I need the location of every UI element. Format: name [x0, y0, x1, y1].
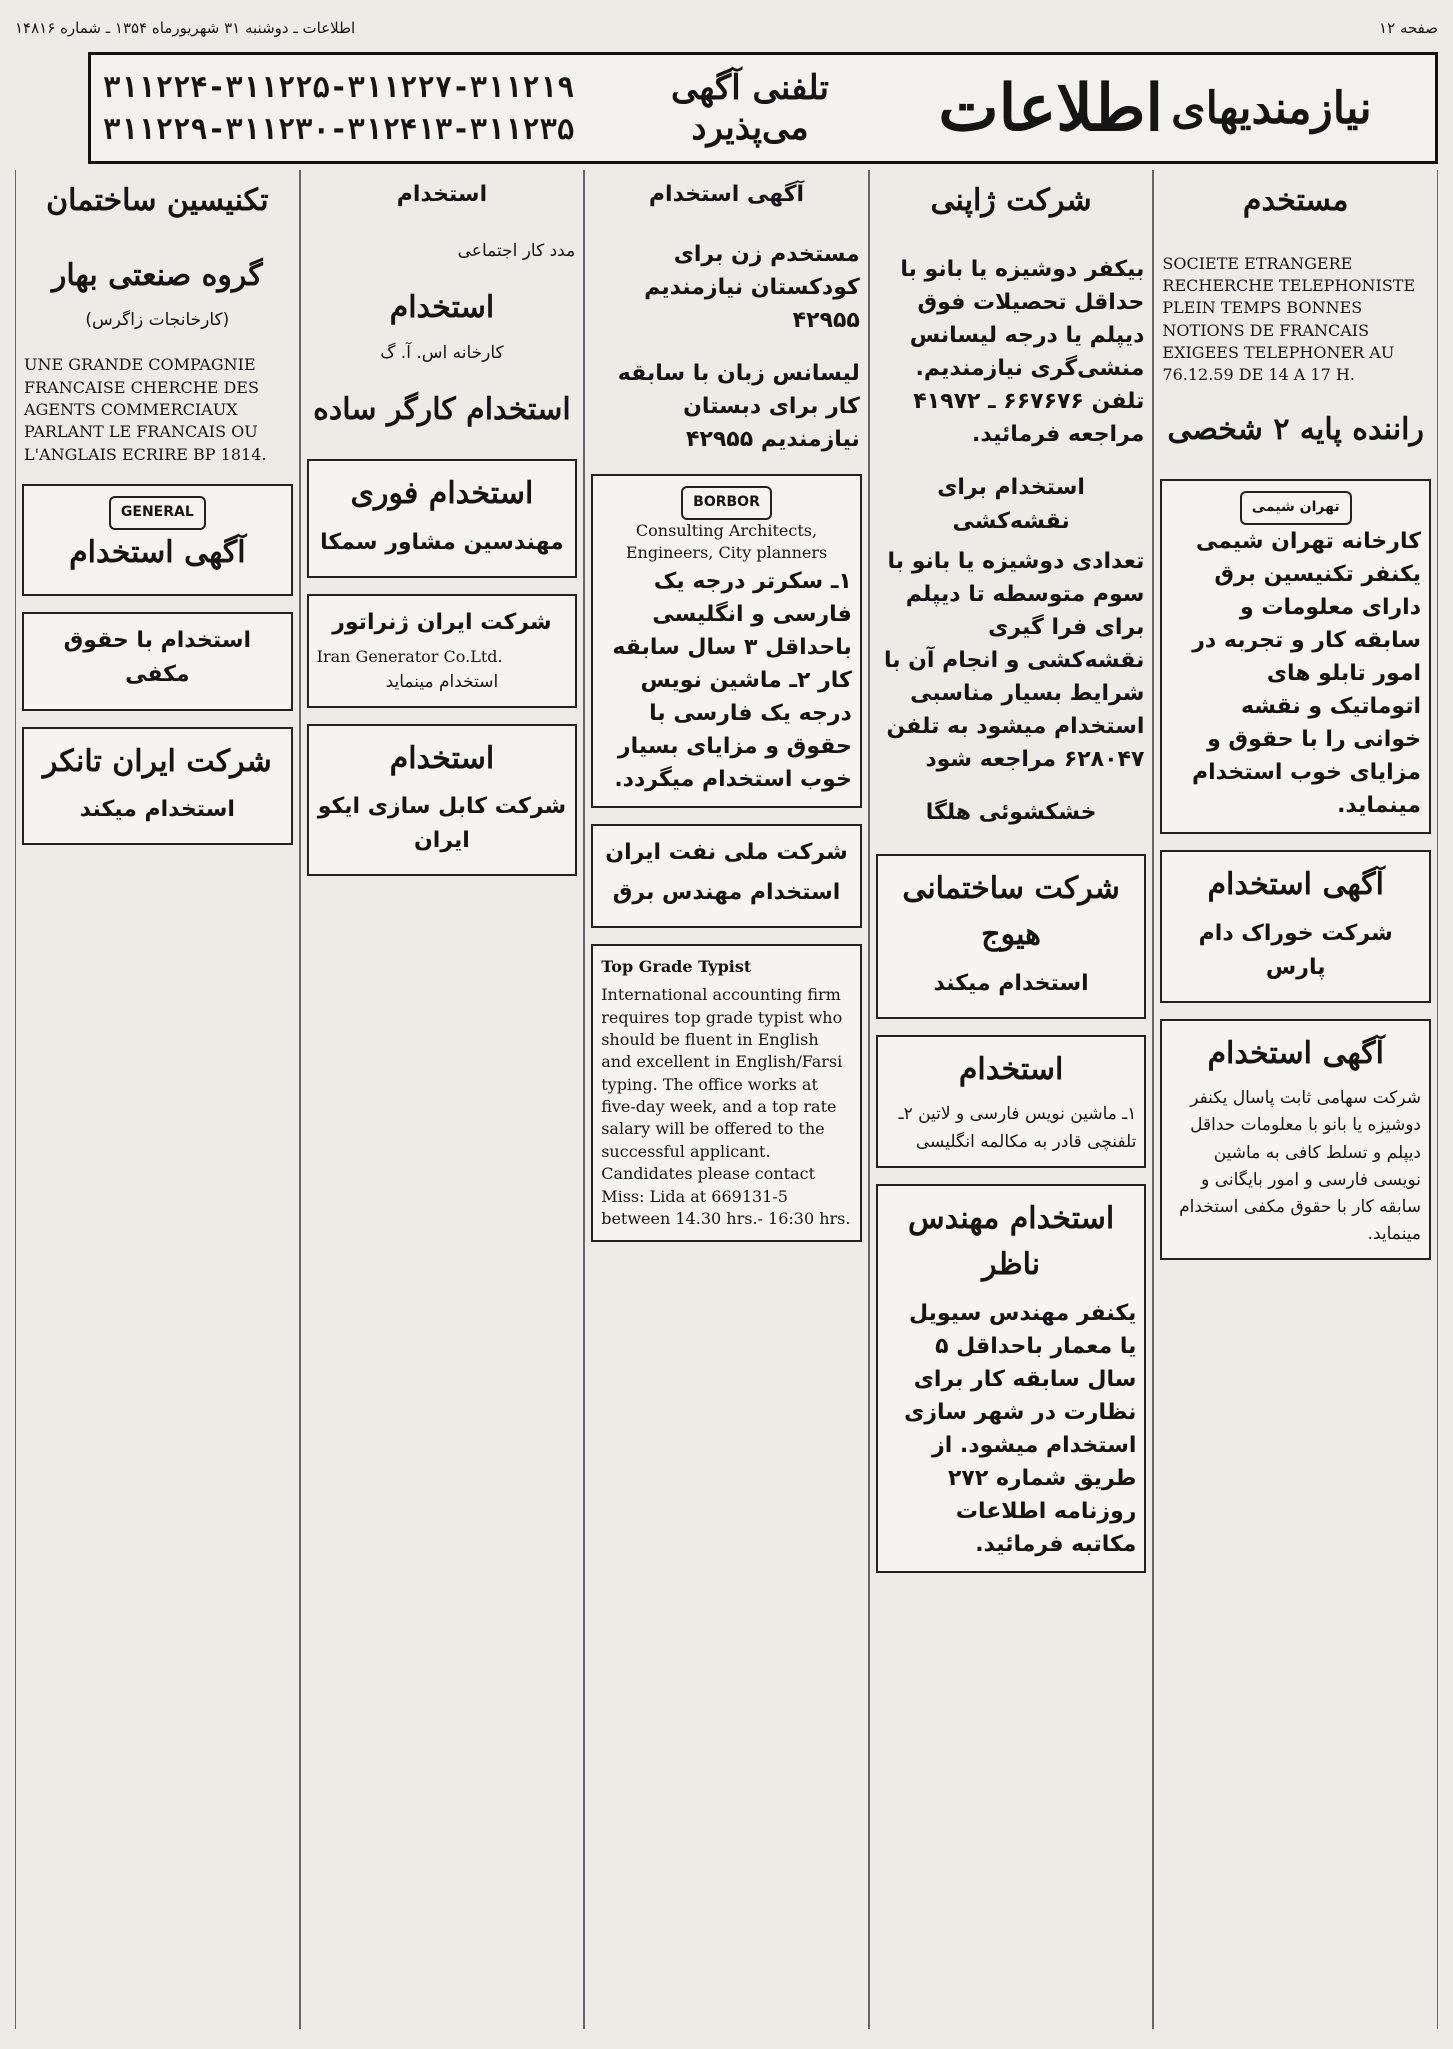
- ad-needed: [1160, 176, 1431, 235]
- ad-community-text: مدد کار اجتماعی: [457, 241, 576, 262]
- ad-iran-generator-latin: Iran Generator Co.Ltd.: [316, 647, 503, 667]
- ad-iran-tanker: [22, 727, 293, 846]
- ad-ministry: [22, 612, 293, 710]
- ad-columns: [15, 170, 1438, 2029]
- column-3: [584, 170, 869, 2029]
- ad-license-text: لیسانس زبان با سابقه کار برای دبستان نیازمندیم ۴۲۹۵۵: [617, 361, 860, 453]
- ad-cleaning: [876, 794, 1147, 838]
- ad-urgent-subtitle: مهندسین مشاور سمکا: [320, 529, 564, 555]
- ad-japanese: [876, 176, 1147, 235]
- ad-engineer-supervisor-title: استخدام مهندس ناظر: [907, 1200, 1115, 1283]
- ad-tech: [22, 176, 293, 235]
- ad-tehran-chemical-text: کارخانه تهران شیمی یکنفر تکنیسین برق دارای معلومات و سابقه کار و تجربه در امور تابلو های اتوماتیک و نقشه خوانی را با حقوق و مزایای خوب استخدام مینماید.: [1192, 529, 1421, 819]
- ad-iran-generator-title: شرکت ایران ژنراتور: [332, 610, 552, 636]
- ad-employment-1-title: آگهی استخدام: [648, 182, 805, 207]
- ad-urgent: [307, 459, 578, 578]
- masthead-phones: [91, 70, 625, 146]
- ad-french-2-text: UNE GRANDE COMPAGNIE FRANCAISE CHERCHE DES AGENTS COMMERCIAUX PARLANT LE FRANCAIS OU L'ANGLAIS ECRIRE BP 1814.: [24, 355, 267, 464]
- ad-cable-title: استخدام: [389, 740, 495, 776]
- masthead: [88, 52, 1438, 164]
- masthead-subtitle: تلفنی آگهی می‌پذیرد: [671, 68, 829, 148]
- ad-engineer-supervisor: [876, 1184, 1147, 1573]
- ad-oil-subtitle: استخدام مهندس برق: [612, 879, 841, 905]
- ad-typist-en-title: Top Grade Typist: [601, 956, 752, 976]
- ad-borbor-latin: Consulting Architects, Engineers, City planners: [625, 520, 828, 563]
- ad-iran-generator: [307, 594, 578, 708]
- ad-oil: [591, 824, 862, 928]
- ad-cable: [307, 724, 578, 877]
- ad-tehran-chemical: [1160, 479, 1431, 834]
- ad-hijouj: [876, 854, 1147, 1019]
- masthead-title-prefix: نیازمندیهای: [1171, 82, 1372, 134]
- ad-employment-1: [591, 176, 862, 220]
- ad-pars-factory: [1160, 850, 1431, 1003]
- issue-line: اطلاعات ـ دوشنبه ۳۱ شهریورماه ۱۳۵۴ ـ شماره ۱۴۸۱۶: [15, 19, 356, 37]
- masthead-title-main: اطلاعات: [938, 70, 1164, 146]
- ad-girl: [876, 251, 1147, 453]
- ad-oil-title: شرکت ملی نفت ایران: [605, 839, 848, 865]
- masthead-phones-row-1: ۳۱۱۲۲۴-۳۱۱۲۲۵-۳۱۱۲۲۷-۳۱۱۲۱۹: [103, 70, 575, 104]
- masthead-title: [875, 71, 1435, 146]
- ad-pars-factory-title: آگهی استخدام: [1207, 867, 1384, 903]
- ad-iran-sabet: [1160, 1019, 1431, 1261]
- ad-typist-en: [591, 944, 862, 1243]
- ad-urgent-title: استخدام فوری: [350, 476, 534, 512]
- column-1: [1153, 170, 1438, 2029]
- borbor-logo: BORBOR: [681, 486, 772, 520]
- ad-iran-sabet-text: شرکت سهامی ثابت پاسال یکنفر دوشیزه یا بانو با معلومات حداقل دیپلم و تسلط کافی به ماشین نویسی فارسی و امور بایگانی و سابقه کار با حقوق مکفی استخدام مینماید.: [1179, 1088, 1421, 1245]
- tehran-chemical-logo: تهران شیمی: [1240, 491, 1352, 525]
- ad-general-title: آگهی استخدام: [69, 534, 246, 570]
- ad-draftsman-title: استخدام برای نقشه‌کشی: [937, 474, 1085, 534]
- ad-general: [22, 484, 293, 596]
- ad-typist-en-text: International accounting firm requires top grade typist who should be fluent in English and excellent in English/Farsi typing. The office works at five-day week, and a top rate salary will be offered to the successful applicant. Candidates please contact Miss: Lida at 669131-5 between 14.30 hrs.- 16:30 hrs.: [601, 985, 851, 1229]
- ad-japanese-title: شرکت ژاپنی: [930, 183, 1092, 218]
- ad-typist-fa: [876, 1035, 1147, 1168]
- ad-needed-title: مستخدم: [1242, 183, 1349, 218]
- ad-french: [1160, 251, 1431, 389]
- ad-iran-sabet-title: آگهی استخدام: [1207, 1035, 1384, 1071]
- ad-spring-title: گروه صنعتی بهار: [51, 257, 263, 293]
- masthead-phones-row-2: ۳۱۱۲۲۹-۳۱۱۲۳۰-۳۱۲۴۱۳-۳۱۱۲۳۵: [103, 112, 575, 146]
- ad-cleaning-title: خشکشوئی هلگا: [925, 799, 1097, 825]
- ad-borbor: [591, 474, 862, 807]
- ad-community: [307, 236, 578, 267]
- ad-spring: [22, 251, 293, 337]
- ad-company-staff-subtitle: کارخانه اس. آ. گ: [380, 342, 504, 363]
- ad-engineer-supervisor-text: یکنفر مهندس سیویل یا معمار باحداقل ۵ سال سابقه کار برای نظارت در شهر سازی استخدام میشود. از طریق شماره ۲۷۲ روزنامه اطلاعات مکاتبه فرمائید.: [904, 1300, 1137, 1557]
- column-4: [300, 170, 585, 2029]
- column-2: [869, 170, 1154, 2029]
- ad-iran-tanker-title: شرکت ایران تانکر: [42, 743, 272, 779]
- page-topline: [15, 12, 1438, 44]
- ad-tech-title: تکنیسین ساختمان: [46, 183, 269, 218]
- ad-company-staff-title: استخدام: [389, 290, 495, 326]
- ad-borbor-text: ۱ـ سکرتر درجه یک فارسی و انگلیسی باحداقل ۳ سال سابقه کار ۲ـ ماشین نویس درجه یک فارسی با حقوق و مزایای بسیار خوب استخدام میگردد.: [612, 568, 852, 792]
- general-logo: GENERAL: [109, 496, 206, 530]
- ad-french-text: SOCIETE ETRANGERE RECHERCHE TELEPHONISTE PLEIN TEMPS BONNES NOTIONS DE FRANCAIS EXIGEES TELEPHONER AU 76.12.59 DE 14 A 17 H.: [1162, 253, 1416, 385]
- ad-employment-2-title: استخدام: [396, 182, 488, 207]
- ad-driver-title: راننده پایه ۲ شخصی: [1167, 411, 1424, 447]
- page-number: صفحه ۱۲: [1379, 19, 1438, 37]
- ad-spring-subtitle: (کارخانجات زاگرس): [85, 310, 230, 330]
- ad-pars-factory-subtitle: شرکت خوراک دام پارس: [1198, 920, 1393, 980]
- column-5: [15, 170, 300, 2029]
- ad-typist-fa-title: استخدام: [958, 1051, 1064, 1087]
- ad-hijouj-subtitle: استخدام میکند: [933, 970, 1089, 996]
- ad-company-staff: [307, 283, 578, 369]
- ad-draftsman-text: تعدادی دوشیزه یا بانو با سوم متوسطه تا دیپلم برای فرا گیری نقشه‌کشی و انجام آن با شرایط بسیار مناسبی استخدام میشود به تلفن ۶۲۸۰۴۷ مراجعه شود: [883, 548, 1145, 772]
- ad-iran-generator-subtitle: استخدام مینماید: [385, 671, 499, 692]
- ad-kindergarten-text: مستخدم زن برای کودکستان نیازمندیم ۴۲۹۵۵: [644, 242, 860, 334]
- ad-simple-worker-title: استخدام کارگر ساده: [313, 391, 571, 427]
- ad-kindergarten: [591, 236, 862, 339]
- ad-driver: [1160, 405, 1431, 464]
- ad-french-2: [22, 352, 293, 468]
- ad-employment-2: [307, 176, 578, 220]
- ad-hijouj-title: شرکت ساختمانی هیوج: [902, 870, 1120, 953]
- ad-ministry-title: استخدام با حقوق مکفی: [63, 628, 252, 688]
- ad-iran-tanker-subtitle: استخدام میکند: [79, 797, 235, 823]
- ad-girl-text: بیکفر دوشیزه یا بانو با حداقل تحصیلات فوق دیپلم یا درجه لیسانس منشی‌گری نیازمندیم. تلفن ۶۶۷۶۷۶ ـ ۴۱۹۷۲ مراجعه فرمائید.: [900, 256, 1145, 447]
- ad-draftsman: [876, 469, 1147, 778]
- ad-license: [591, 355, 862, 458]
- ad-simple-worker: [307, 385, 578, 444]
- ad-typist-fa-text: ۱ـ ماشین نویس فارسی و لاتین ۲ـ تلفنچی قادر به مکالمه انگلیسی: [898, 1104, 1137, 1152]
- ad-cable-subtitle: شرکت کابل سازی ایکو ایران: [317, 794, 567, 854]
